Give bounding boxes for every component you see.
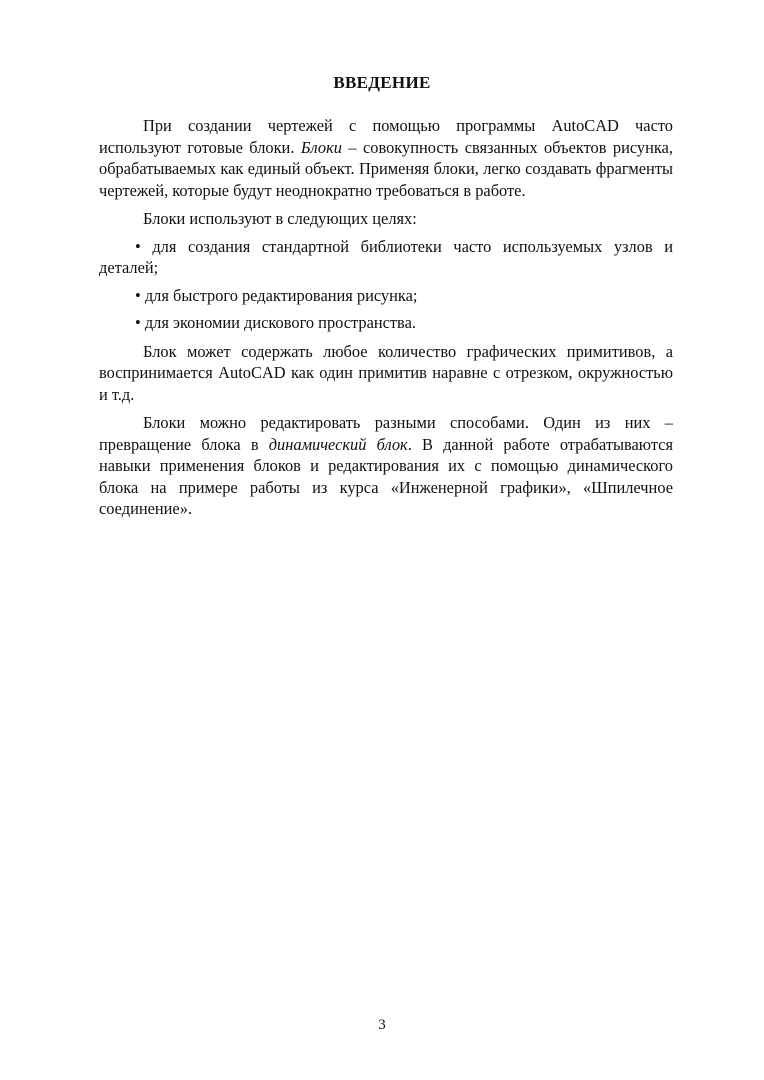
body-text <box>99 115 673 520</box>
bullet-icon: • <box>135 285 141 305</box>
page-title: ВВЕДЕНИЕ <box>333 73 431 92</box>
bullet-text: для быстрого редактирования рисунка; <box>140 285 418 305</box>
bullet-item <box>99 236 673 279</box>
paragraph-dynamic-text-b: . В данной работе отрабатываются навыки применения блоков и редактирования их с помощью динамического блока на примере работы из курса «Инженерной графики», «Шпилечное соединение». <box>99 434 673 518</box>
bullet-item <box>99 312 673 334</box>
bullet-item <box>99 285 673 307</box>
paragraph-intro-text-b: – совокупность связанных объектов рисунка, обрабатываемых как единый объект. Применяя блоки, легко создавать фрагменты чертежей, которые будут неоднократно требоваться в работе. <box>99 137 673 200</box>
paragraph-purposes: Блоки используют в следующих целях: <box>143 209 417 228</box>
page-number: 3 <box>378 1017 386 1033</box>
paragraph-dynamic-block <box>99 412 673 520</box>
bullet-text: для создания стандартной библиотеки часто используемых узлов и деталей; <box>99 236 673 277</box>
paragraph-dynamic-text-a: Блоки можно редактировать разными способами. Один из них – превращение блока в <box>99 413 673 454</box>
paragraph-intro <box>99 115 673 201</box>
term-dynamic-block: динамический блок <box>268 434 408 454</box>
term-blocks: Блоки <box>300 137 342 157</box>
bullet-icon: • <box>135 236 141 256</box>
bullet-text: для экономии дискового пространства. <box>140 313 416 332</box>
paragraph-intro-text-a: При создании чертежей с помощью программы AutoCAD часто используют готовые блоки. <box>99 116 673 157</box>
bullet-icon: • <box>135 313 141 332</box>
paragraph-primitives: Блок может содержать любое количество графических примитивов, а воспринимается AutoCAD как один примитив наравне с отрезком, окружностью и т.д. <box>99 341 673 404</box>
